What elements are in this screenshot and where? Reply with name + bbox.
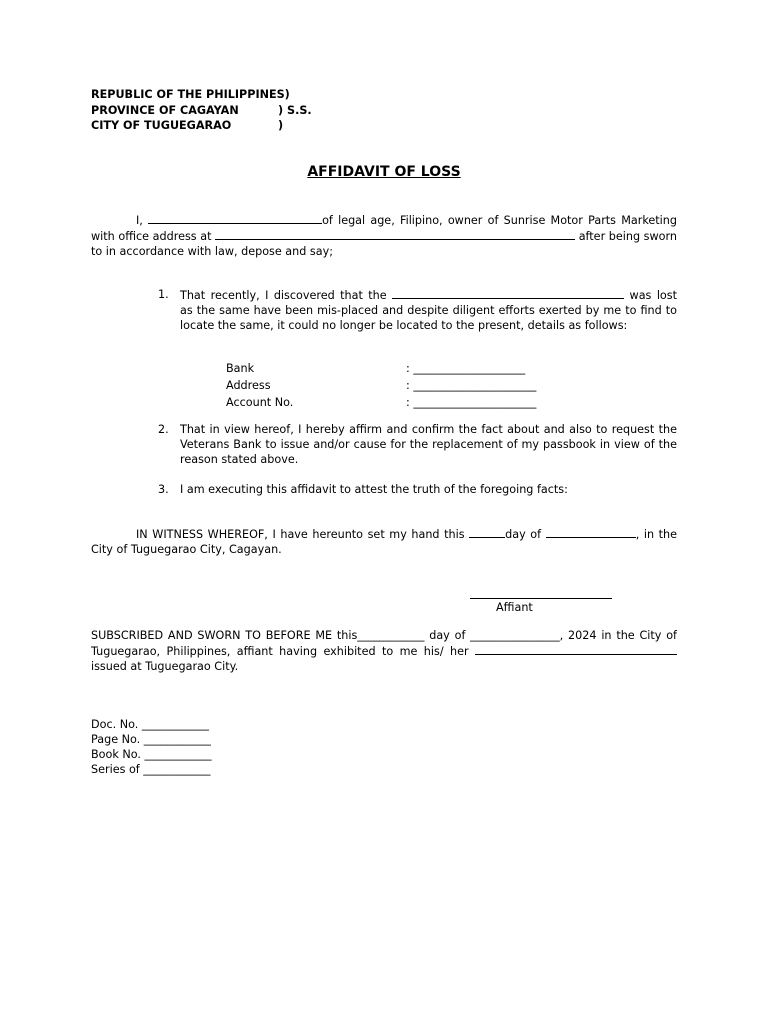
id-document-blank — [475, 643, 677, 655]
series-of: Series of ____________ — [91, 763, 211, 776]
lost-item-blank — [392, 287, 624, 299]
item-number: 1. — [158, 288, 169, 301]
office-address-blank — [215, 228, 575, 240]
numbered-item-1 — [158, 287, 677, 333]
numbered-item-3 — [158, 482, 677, 497]
item-3-text: I am executing this affidavit to attest the truth of the foregoing facts: — [180, 483, 568, 496]
affiant-name-blank — [148, 212, 322, 224]
witness-month-blank — [546, 526, 636, 538]
subscribed-paragraph — [91, 628, 677, 674]
signature-line — [470, 598, 612, 599]
intro-paragraph — [91, 212, 677, 259]
item-number: 2. — [158, 423, 169, 436]
witness-start: IN WITNESS WHEREOF, I have hereunto set my hand this — [136, 528, 470, 541]
venue-line-republic: REPUBLIC OF THE PHILIPPINES) — [91, 88, 290, 101]
book-no: Book No. ____________ — [91, 748, 212, 761]
item-number: 3. — [158, 483, 169, 496]
page-no: Page No. ____________ — [91, 733, 211, 746]
subscribed-end: issued at Tuguegarao City. — [91, 660, 239, 673]
intro-body: of legal age, Filipino, owner of Sunrise Motor Parts Marketing with office address at — [91, 214, 677, 243]
detail-value-account: : ______________________ — [406, 396, 537, 409]
item-1-text-start: That recently, I discovered that the — [180, 289, 393, 302]
detail-value-address: : ______________________ — [406, 379, 537, 392]
venue-line-city: CITY OF TUGUEGARAO — [91, 119, 232, 132]
venue-line-province: PROVINCE OF CAGAYAN — [91, 104, 239, 117]
venue-ss: ) S.S. — [278, 104, 312, 117]
witness-day-blank — [469, 526, 505, 538]
item-2-text: That in view hereof, I hereby affirm and confirm the fact about and also to request the Veterans Bank to issue and/or cause for the replacement of my passbook in view of the reason stated above. — [180, 423, 677, 466]
document-title: AFFIDAVIT OF LOSS — [307, 164, 461, 180]
subscribed-start: SUBSCRIBED AND SWORN TO BEFORE ME this____________ day of ________________, 2024 in the City of Tuguegarao, Philippines, affiant having exhibited to me his/ her — [91, 629, 677, 658]
venue-city-paren: ) — [278, 119, 284, 132]
detail-label-account: Account No. — [226, 396, 294, 409]
intro-start: I, — [136, 214, 149, 227]
affiant-label: Affiant — [496, 601, 533, 614]
intro-end: after being sworn to in accordance with law, depose and say; — [91, 230, 677, 258]
doc-no: Doc. No. ____________ — [91, 718, 209, 731]
detail-label-address: Address — [226, 379, 271, 392]
detail-label-bank: Bank — [226, 362, 255, 375]
item-1-text-end: was lost as the same have been mis-placed and despite diligent efforts exerted by me to find to locate the same, it could no longer be located to the present, details as follows: — [180, 289, 677, 332]
witness-paragraph — [91, 526, 677, 557]
witness-end: , in the City of Tuguegarao City, Cagayan. — [91, 528, 677, 556]
detail-value-bank: : ____________________ — [406, 362, 526, 375]
witness-mid: day of — [505, 528, 546, 541]
numbered-item-2 — [158, 422, 677, 467]
